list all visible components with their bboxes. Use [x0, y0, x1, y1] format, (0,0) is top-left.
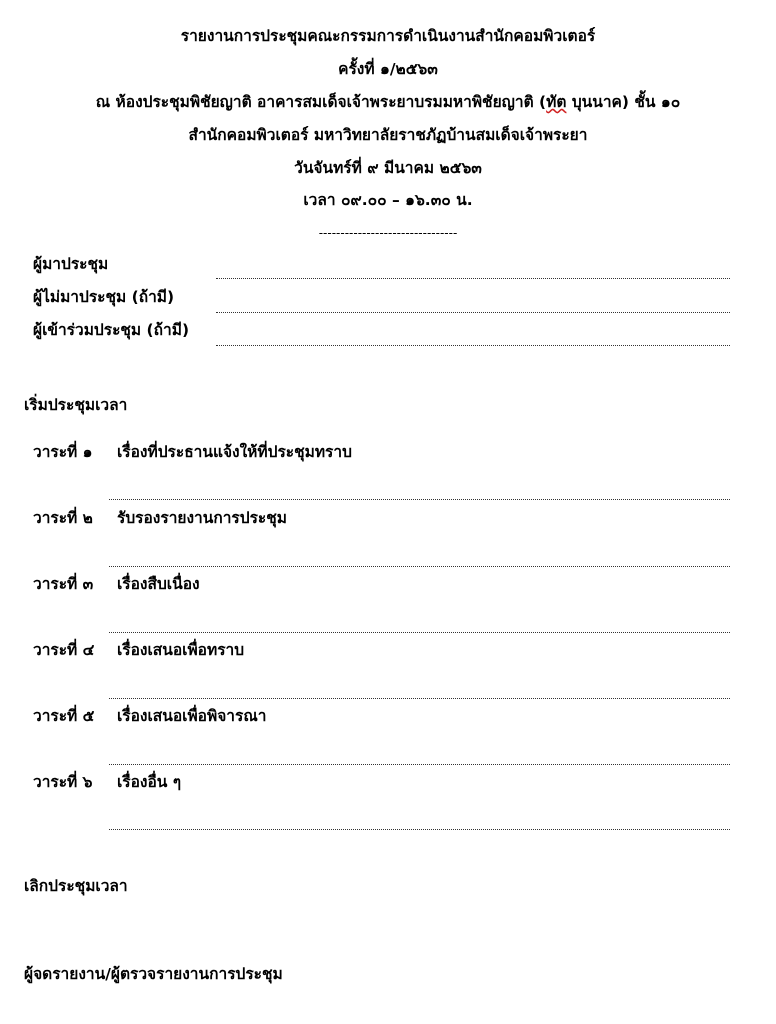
attendees-present-line	[216, 278, 730, 279]
location-text-underlined: ทัต	[546, 93, 567, 111]
attendees-absent-line	[216, 312, 730, 313]
meeting-location	[0, 92, 776, 112]
organization: สำนักคอมพิวเตอร์ มหาวิทยาลัยราชภัฏบ้านสมเด็จเจ้าพระยา	[188, 126, 588, 144]
meeting-time: เวลา ๐๙.๐๐ – ๑๖.๓๐ น.	[303, 191, 473, 209]
meeting-date: วันจันทร์ที่ ๙ มีนาคม ๒๕๖๓	[294, 159, 482, 177]
meeting-number: ครั้งที่ ๑/๒๕๖๓	[338, 60, 438, 78]
agenda-line	[109, 499, 730, 500]
agenda-line	[109, 764, 730, 765]
agenda-number: วาระที่ ๑	[33, 443, 93, 461]
meeting-end-label: เลิกประชุมเวลา	[24, 877, 128, 895]
meeting-start-label: เริ่มประชุมเวลา	[24, 396, 128, 414]
agenda-title: เรื่องอื่น ๆ	[117, 773, 182, 791]
agenda-title: รับรองรายงานการประชุม	[117, 509, 287, 527]
report-title: รายงานการประชุมคณะกรรมการดำเนินงานสำนักคอมพิวเตอร์	[180, 27, 596, 45]
agenda-number: วาระที่ ๒	[33, 509, 93, 527]
agenda-line	[109, 829, 730, 830]
agenda-number: วาระที่ ๖	[33, 773, 93, 791]
agenda-number: วาระที่ ๕	[33, 707, 95, 725]
recorder-reviewer-label: ผู้จดรายงาน/ผู้ตรวจรายงานการประชุม	[24, 965, 283, 983]
agenda-number: วาระที่ ๔	[33, 641, 95, 659]
agenda-title: เรื่องเสนอเพื่อพิจารณา	[117, 707, 267, 725]
attendees-present-label: ผู้มาประชุม	[33, 255, 109, 273]
agenda-line	[109, 632, 730, 633]
header-separator: --------------------------------	[318, 226, 458, 240]
agenda-title: เรื่องเสนอเพื่อทราบ	[117, 641, 245, 659]
agenda-title: เรื่องที่ประธานแจ้งให้ที่ประชุมทราบ	[117, 443, 352, 461]
attendees-absent-label: ผู้ไม่มาประชุม (ถ้ามี)	[33, 288, 175, 306]
agenda-number: วาระที่ ๓	[33, 575, 94, 593]
agenda-title: เรื่องสืบเนื่อง	[117, 575, 200, 593]
agenda-line	[109, 566, 730, 567]
attendees-guests-line	[216, 345, 730, 346]
attendees-guests-label: ผู้เข้าร่วมประชุม (ถ้ามี)	[33, 321, 190, 339]
agenda-line	[109, 698, 730, 699]
location-text-pre: ณ ห้องประชุมพิชัยญาติ อาคารสมเด็จเจ้าพระยาบรมมหาพิชัยญาติ (	[95, 93, 547, 111]
location-text-post: บุนนาค) ชั้น ๑๐	[566, 93, 681, 111]
